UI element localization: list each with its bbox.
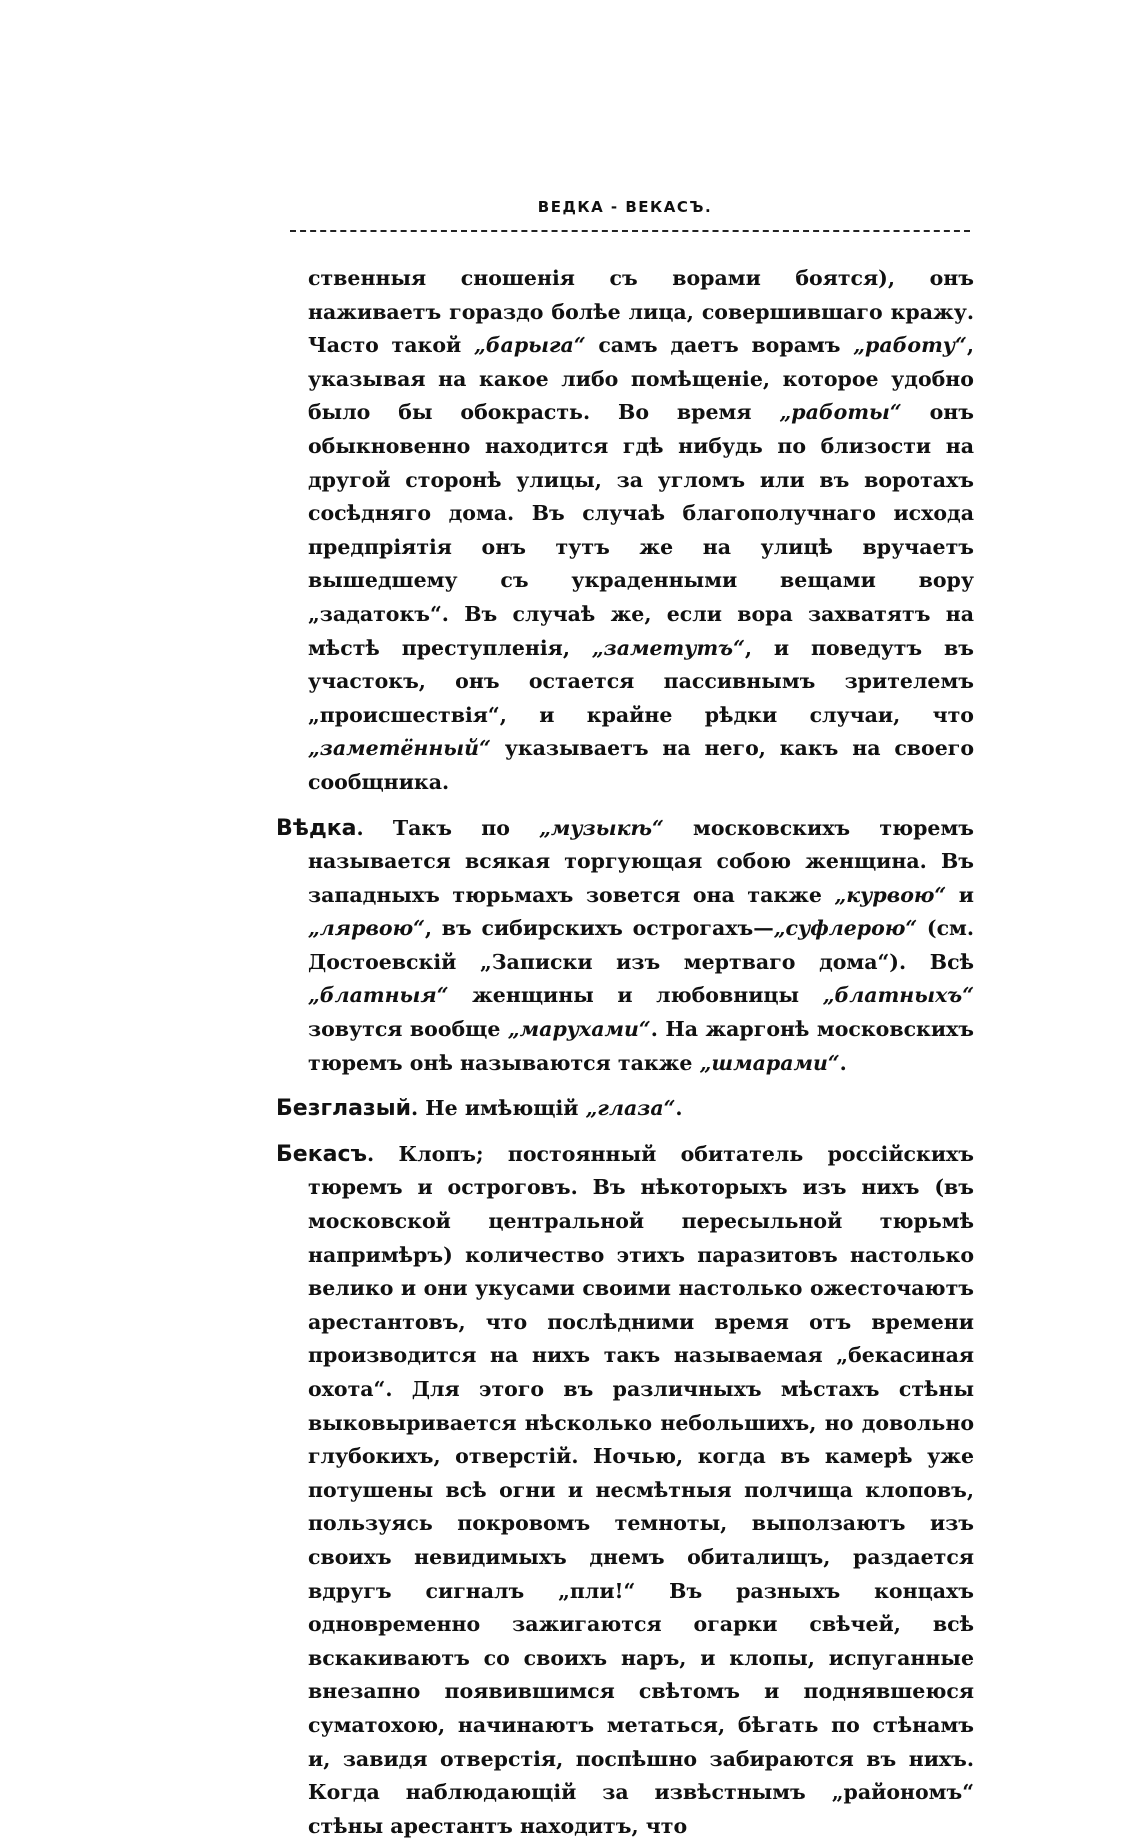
- italic-term: „суфлерою“: [773, 916, 918, 941]
- text-run: и: [946, 882, 974, 907]
- italic-term: „марухами“: [507, 1017, 651, 1042]
- text-run: ственныя сношенія съ ворами боятся), онъ наживаетъ гораздо болѣе лица, совершившаго кражу. Часто такой: [308, 266, 974, 358]
- text-run: , указывая на какое либо помѣщеніе, которое удобно было бы обокрасть. Во время: [308, 333, 974, 425]
- text-run: . Такъ по: [356, 815, 540, 840]
- entry-headword: Бекасъ: [276, 1141, 368, 1167]
- dictionary-entry-bezglazy: [276, 1092, 974, 1126]
- body-text: [276, 262, 974, 1843]
- text-run: московскихъ тюремъ называется всякая торгующая собою женщина. Въ западныхъ тюрьмахъ зовется она также: [308, 815, 975, 907]
- text-run: зовутся вообще: [308, 1017, 508, 1042]
- text-run: (см. Достоевскій „Записки изъ мертваго дома“). Всѣ: [308, 916, 975, 974]
- italic-term: „блатныя“: [308, 983, 449, 1008]
- italic-term: „музыкѣ“: [539, 815, 664, 840]
- italic-term: „блатныхъ“: [822, 983, 974, 1008]
- paragraph-continuation: [276, 262, 974, 800]
- text-run: указываетъ на него, какъ на своего сообщника.: [308, 736, 974, 794]
- entry-headword: Безглазый: [276, 1096, 412, 1122]
- dictionary-entry-bekas: [276, 1138, 974, 1843]
- text-run: самъ даетъ ворамъ: [585, 333, 854, 358]
- text-run: , и поведутъ въ участокъ, онъ остается пассивнымъ зрителемъ „происшествія“, и крайне рѣдки случаи, что: [308, 635, 974, 727]
- text-run: онъ обыкновенно находится гдѣ нибудь по близости на другой сторонѣ улицы, за угломъ или въ воротахъ сосѣдняго дома. Въ случаѣ благополучнаго исхода предпріятія онъ тутъ же на улицѣ вручаетъ вышедшему съ украденными вещами вору „задатокъ“. Въ случаѣ же, если вора захватятъ на мѣстѣ преступленія,: [308, 400, 974, 660]
- text-run: , въ сибирскихъ острогахъ—: [424, 916, 774, 941]
- text-run: . На жаргонѣ московскихъ тюремъ онѣ называются также: [308, 1017, 975, 1075]
- italic-term: „заметутъ“: [591, 635, 745, 660]
- entry-headword: Вѣдка: [276, 815, 357, 841]
- italic-term: „барыга“: [473, 333, 586, 358]
- italic-term: „работу“: [853, 333, 967, 358]
- text-run: . Не имѣющій: [411, 1096, 586, 1121]
- italic-term: „работы“: [779, 400, 902, 425]
- text-run: . Клопъ; постоянный обитатель россійскихъ тюремъ и остроговъ. Въ нѣкоторыхъ изъ нихъ (въ московской центральной пересыльной тюрьмѣ напримѣръ) количество этихъ паразитовъ настолько велико и они укусами своими настолько ожесточаютъ арестантовъ, что послѣдними время отъ времени производится на нихъ такъ называемая „бекасиная охота“. Для этого въ различныхъ мѣстахъ стѣны выковыривается нѣсколько небольшихъ, но довольно глубокихъ, отверстій. Ночью, когда въ камерѣ уже потушены всѣ огни и несмѣтныя полчища клоповъ, пользуясь покровомъ темноты, выползаютъ изъ своихъ невидимыхъ днемъ обиталищъ, раздается вдругъ сигналъ „пли!“ Въ разныхъ концахъ одновременно зажигаются огарки свѣчей, всѣ вскакиваютъ со своихъ наръ, и клопы, испуганные внезапно появившимся свѣтомъ и поднявшеюся суматохою, начинаютъ метаться, бѣгать по стѣнамъ и, завидя отверстія, поспѣшно забираются въ нихъ. Когда наблюдающій за извѣстнымъ „райономъ“ стѣны арестантъ находитъ, что: [308, 1141, 974, 1838]
- header-rule: [290, 230, 970, 232]
- text-run: .: [675, 1096, 683, 1121]
- text-run: .: [839, 1050, 847, 1075]
- italic-term: „шмарами“: [699, 1050, 840, 1075]
- dictionary-entry-vedka: [276, 812, 974, 1081]
- italic-term: „глаза“: [585, 1096, 676, 1121]
- text-run: женщины и любовницы: [448, 983, 823, 1008]
- italic-term: „лярвою“: [308, 916, 425, 941]
- running-head: ВЕДКА - ВЕКАСЪ.: [537, 198, 713, 216]
- italic-term: „заметённый“: [308, 736, 491, 761]
- italic-term: „курвою“: [834, 882, 947, 907]
